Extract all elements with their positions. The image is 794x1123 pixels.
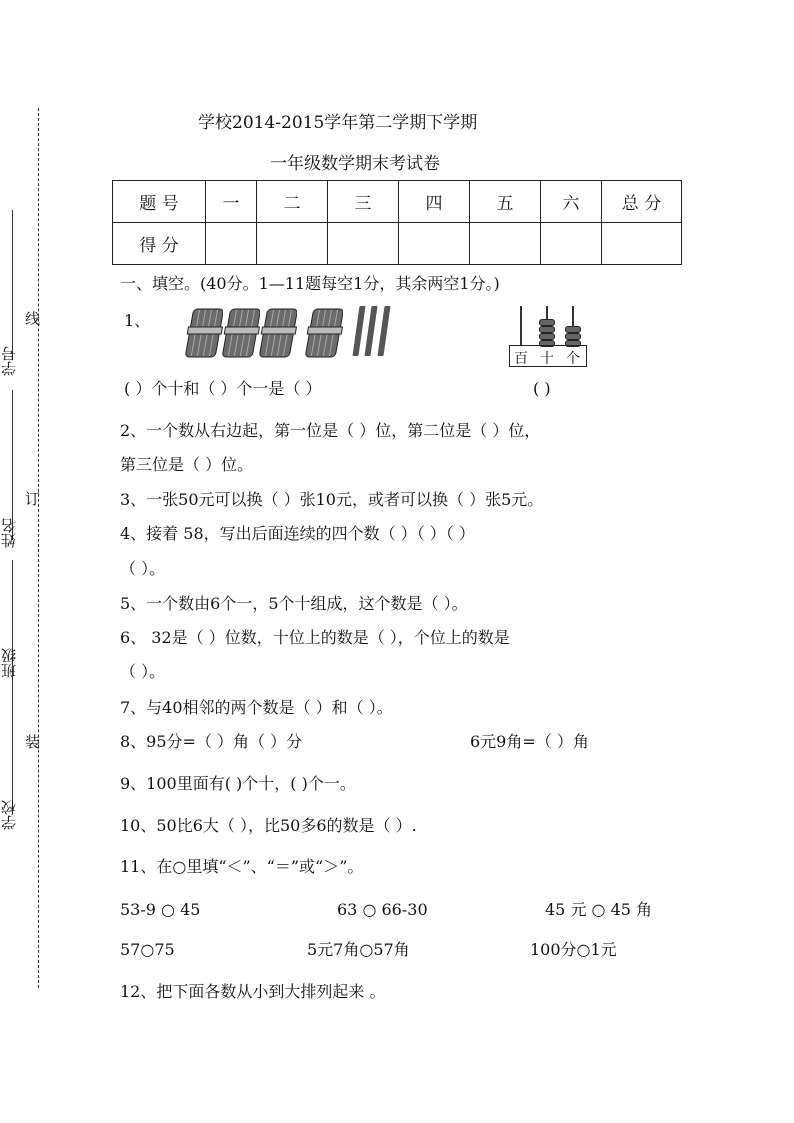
score-row-label: 得 分 [113, 223, 206, 265]
section1-title: 一、填空。(40分。1—11题每空1分，其余两空1分。) [120, 274, 500, 293]
score-header-cell: 五 [470, 181, 541, 223]
field-label-name: 姓名 [0, 518, 18, 548]
stick-bundle-icon [303, 307, 343, 359]
score-cell[interactable] [206, 223, 257, 265]
question-10: 10、50比6大（ ），比50多6的数是（ ）. [120, 816, 417, 835]
single-stick-icon [377, 306, 390, 356]
compare-item-d: 57○75 [120, 940, 175, 959]
score-table [112, 180, 682, 265]
score-cell[interactable] [399, 223, 470, 265]
bind-char-staple: 订 [25, 490, 41, 508]
question-2-line1: 2、一个数从右边起，第一位是（ ）位，第二位是（ ）位， [120, 421, 541, 440]
stick-bundle-icon [183, 307, 223, 359]
field-label-student-id: 学号 [0, 346, 18, 376]
compare-item-c: 45 元 ○ 45 角 [545, 900, 653, 919]
question-6-line1: 6、 32是（ ）位数，十位上的数是（ ），个位上的数是 [120, 628, 510, 647]
score-header-cell: 四 [399, 181, 470, 223]
question-11: 11、在○里填“＜”、“＝”或“＞”。 [120, 857, 364, 876]
binding-dashed-line [38, 108, 39, 988]
score-cell[interactable] [470, 223, 541, 265]
q1-number: 1、 [124, 311, 151, 330]
q1-answer-line: ( ）个十和（ ）个一是（ ） [124, 379, 322, 398]
question-5: 5、一个数由6个一，5个十组成，这个数是（ ）。 [120, 594, 468, 613]
question-4-line2: （ ）。 [120, 559, 166, 578]
compare-item-a: 53-9 ○ 45 [120, 900, 201, 919]
abacus-rod-hundreds [520, 306, 522, 346]
q1-answer-right: ( ) [533, 379, 551, 398]
score-cell[interactable] [602, 223, 682, 265]
bind-char-line: 线 [25, 310, 41, 328]
field-label-school: 学校 [0, 800, 18, 830]
abacus-bead-icon [565, 333, 581, 340]
score-header-cell: 三 [328, 181, 399, 223]
question-6-line2: （ ）。 [120, 662, 166, 681]
abacus-label-hundreds: 百 [514, 351, 528, 367]
question-7: 7、与40相邻的两个数是（ ）和（ ）。 [120, 698, 393, 717]
stick-bundle-icon [257, 307, 297, 359]
score-cell[interactable] [257, 223, 328, 265]
question-8-part2: 6元9角=（ ）角 [470, 732, 589, 751]
score-cell[interactable] [328, 223, 399, 265]
abacus-bead-icon [539, 326, 555, 333]
exam-title-line2: 一年级数学期末考试卷 [270, 154, 440, 174]
question-4-line1: 4、接着 58，写出后面连续的四个数（ ）（ ）（ ） [120, 524, 475, 543]
field-label-class: 班级 [0, 648, 18, 678]
score-header-cell: 总 分 [602, 181, 682, 223]
bind-char-bind: 装 [25, 733, 41, 751]
compare-item-f: 100分○1元 [530, 940, 617, 959]
single-stick-icon [352, 306, 365, 356]
stick-bundle-icon [220, 307, 260, 359]
abacus-label-ones: 个 [566, 351, 580, 367]
abacus-bead-icon [539, 333, 555, 340]
score-header-cell: 题 号 [113, 181, 206, 223]
exam-title-line1: 学校2014-2015学年第二学期下学期 [198, 113, 478, 133]
compare-item-b: 63 ○ 66-30 [337, 900, 428, 919]
abacus-bead-icon [539, 319, 555, 326]
question-8-part1: 8、95分=（ ）角（ ）分 [120, 732, 303, 751]
question-9: 9、100里面有( )个十，( )个一。 [120, 774, 356, 793]
abacus-bead-icon [565, 326, 581, 333]
abacus-label-box [509, 345, 587, 367]
field-line-class [12, 560, 13, 700]
field-line-school [12, 700, 13, 810]
question-2-line2: 第三位是（ ）位。 [120, 455, 254, 474]
question-3: 3、一张50元可以换（ ）张10元，或者可以换（ ）张5元。 [120, 490, 544, 509]
compare-item-e: 5元7角○57角 [307, 940, 410, 959]
single-stick-icon [364, 306, 377, 356]
score-cell[interactable] [541, 223, 602, 265]
score-header-cell: 六 [541, 181, 602, 223]
score-header-cell: 二 [257, 181, 328, 223]
abacus-label-tens: 十 [540, 351, 554, 367]
score-header-cell: 一 [206, 181, 257, 223]
question-12: 12、把下面各数从小到大排列起来 。 [120, 982, 386, 1001]
field-line-student-id [12, 210, 13, 360]
